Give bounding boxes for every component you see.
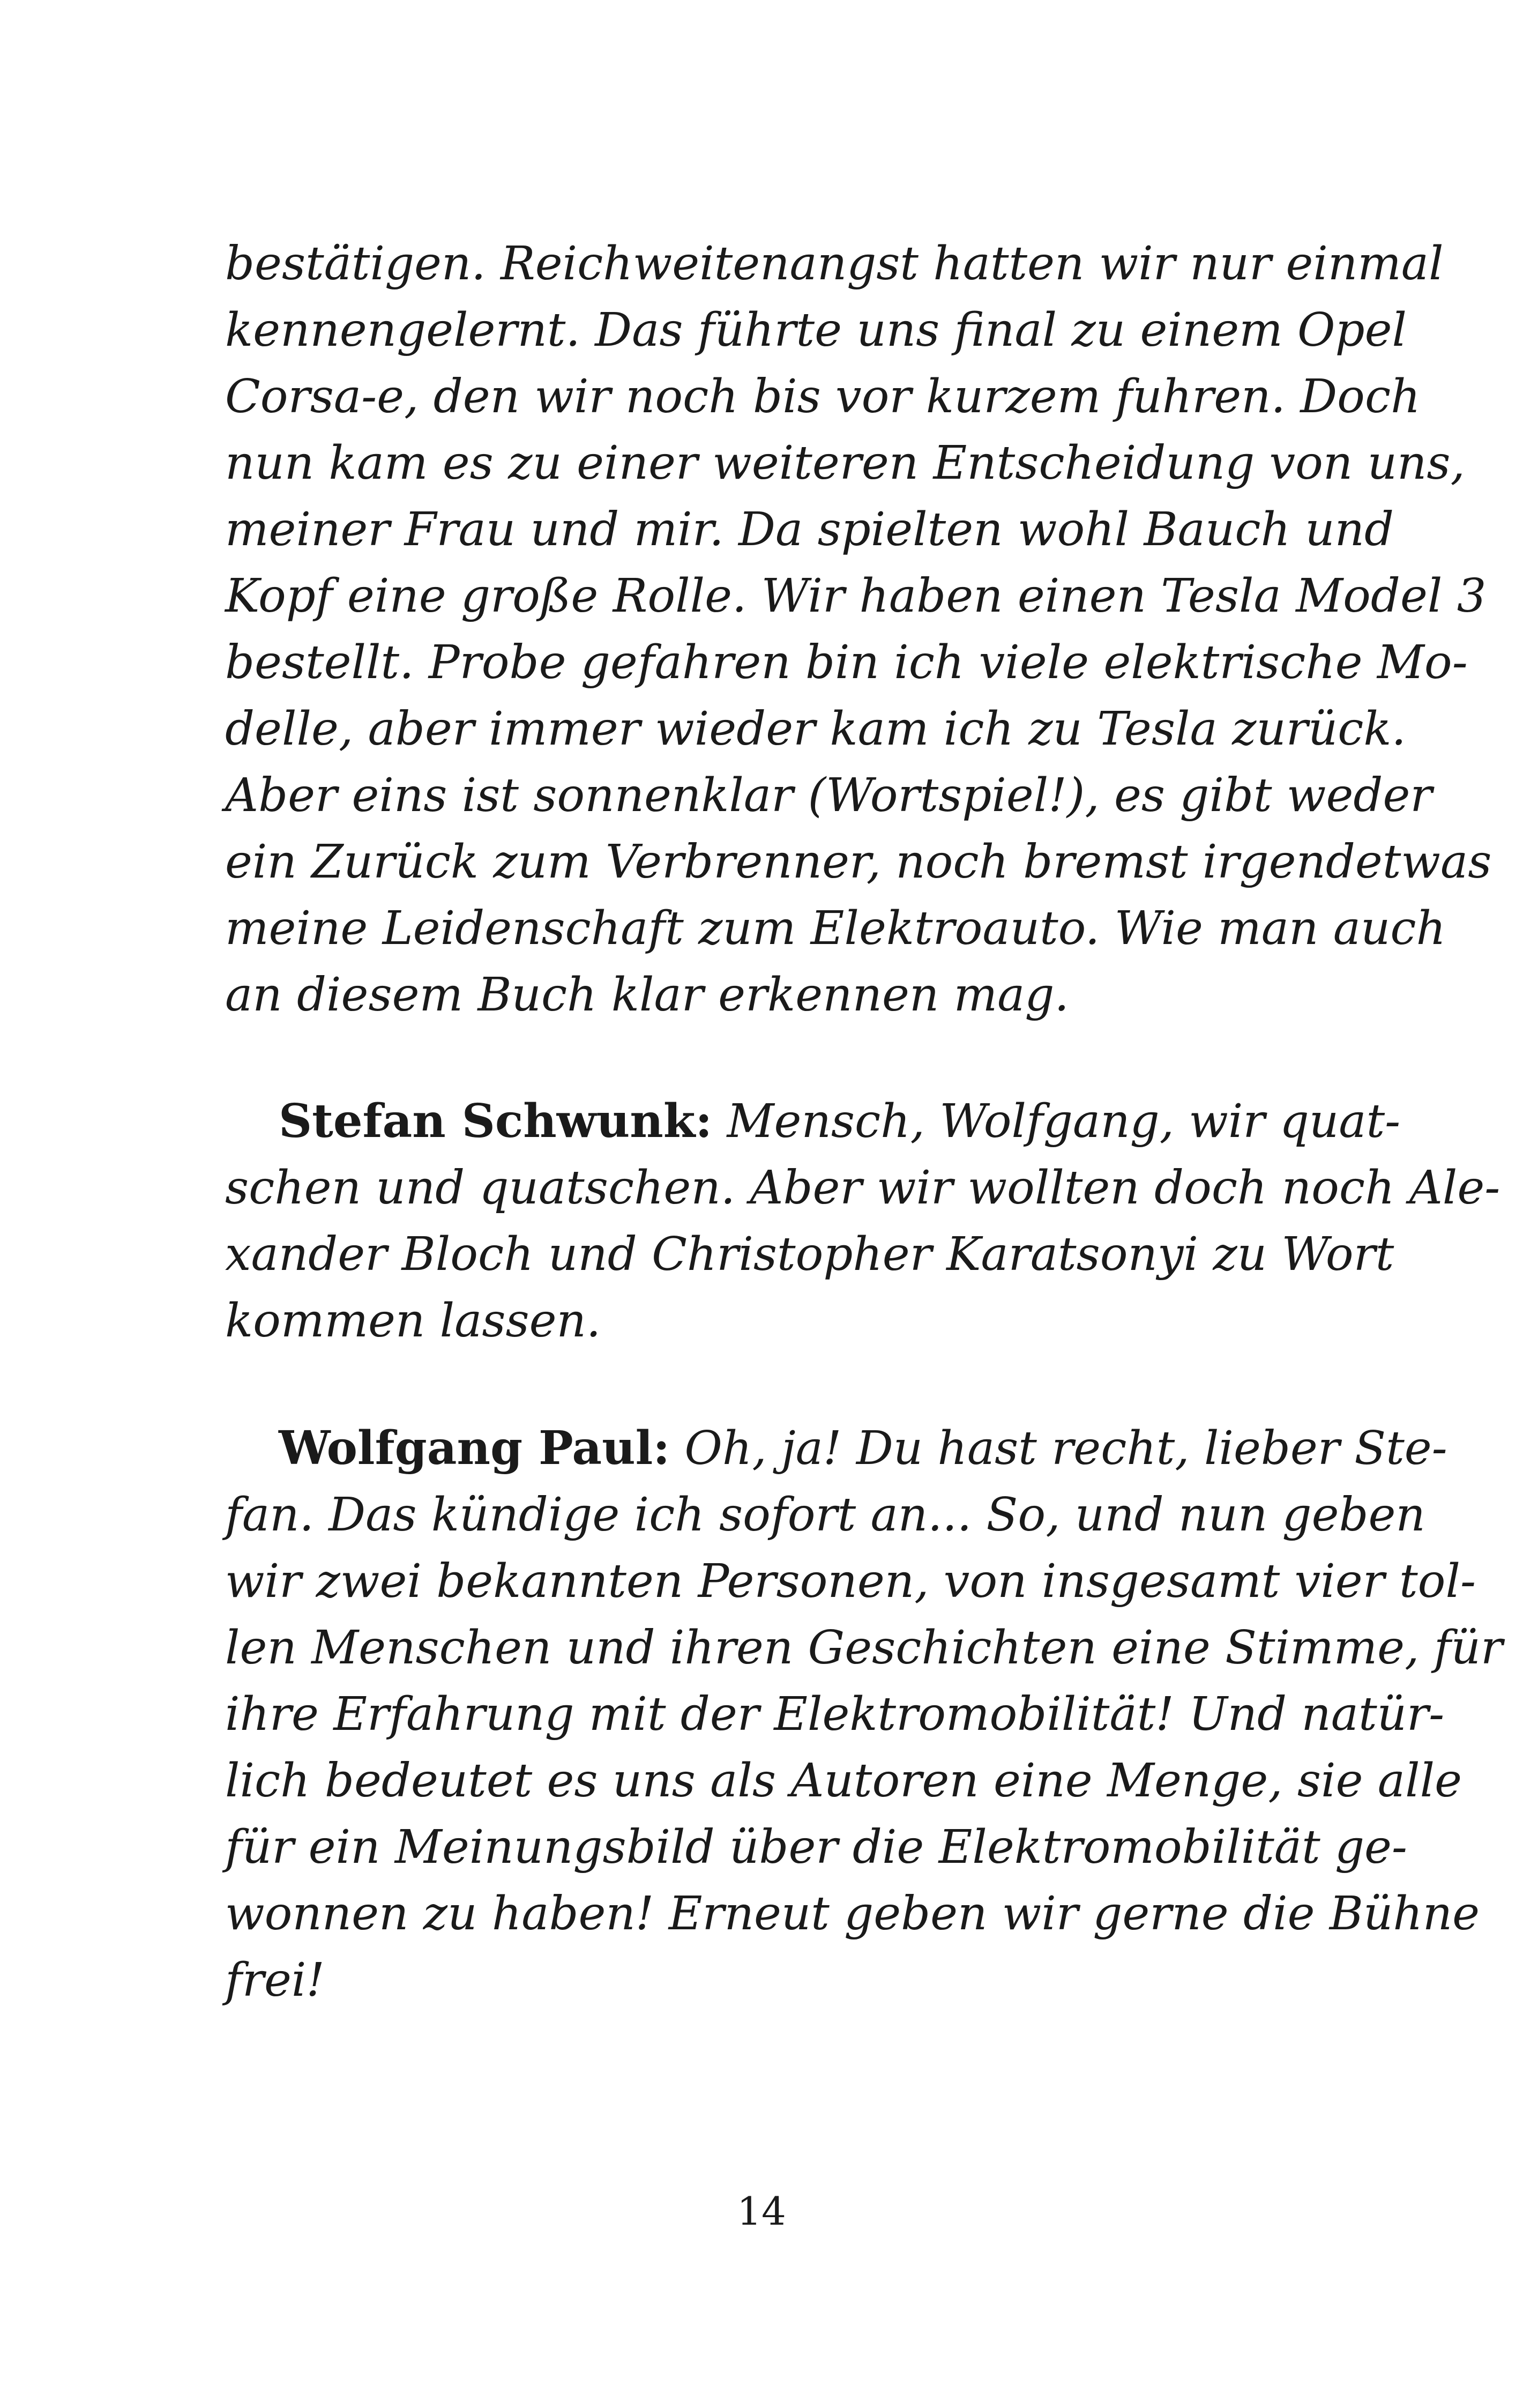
text-line: nun kam es zu einer weiteren Entscheidung von uns, (225, 436, 1465, 490)
speaker-name: Stefan Schwunk: (279, 1094, 713, 1148)
text-line: xander Bloch und Christopher Karatsonyi zu Wort (225, 1228, 1394, 1281)
speaker-name: Wolfgang Paul: (279, 1421, 670, 1475)
text-line: lich bedeutet es uns als Autoren eine Menge, sie alle (225, 1754, 1462, 1808)
text-line: len Menschen und ihren Geschichten eine Stimme, für (225, 1621, 1503, 1675)
text-line: meiner Frau und mir. Da spielten wohl Bauch und (225, 503, 1394, 556)
text-line: an diesem Buch klar erkennen mag. (225, 968, 1069, 1022)
text-line: delle, aber immer wieder kam ich zu Tesla zurück. (225, 702, 1406, 756)
text-line: schen und quatschen. Aber wir wollten doch noch Ale- (225, 1161, 1500, 1215)
text-line: meine Leidenschaft zum Elektroauto. Wie man auch (225, 902, 1446, 955)
text-line: kennengelernt. Das führte uns final zu einem Opel (225, 303, 1407, 357)
text-line (225, 1088, 1401, 1155)
text-line: wir zwei bekannten Personen, von insgesamt vier tol- (225, 1555, 1476, 1608)
text-line: wonnen zu haben! Erneut geben wir gerne die Bühne (225, 1887, 1480, 1941)
paragraph-narrative (225, 231, 1492, 1028)
paragraph-dialogue-wolfgang (225, 1415, 1503, 2013)
text-line: Kopf eine große Rolle. Wir haben einen Tesla Model 3 (225, 569, 1487, 623)
text-line: ihre Erfahrung mit der Elektromobilität! Und natür- (225, 1688, 1445, 1741)
text-line: bestätigen. Reichweitenangst hatten wir nur einmal (225, 237, 1444, 291)
text-line (225, 1415, 1447, 1482)
text-line: frei! (225, 1953, 325, 2007)
dialogue-text: Mensch, Wolfgang, wir quat- (727, 1095, 1401, 1148)
text-line: Corsa-e, den wir noch bis vor kurzem fuhren. Doch (225, 370, 1421, 423)
text-line: kommen lassen. (225, 1294, 601, 1348)
paragraph-dialogue-stefan (225, 1088, 1500, 1354)
dialogue-text: Oh, ja! Du hast recht, lieber Ste- (684, 1422, 1447, 1475)
page-number: 14 (737, 2189, 786, 2234)
text-line: Aber eins ist sonnenklar (Wortspiel!), es gibt weder (225, 769, 1432, 822)
text-line: fan. Das kündige ich sofort an... So, und nun geben (225, 1488, 1425, 1542)
text-line: für ein Meinungsbild über die Elektromobilität ge- (225, 1820, 1407, 1874)
text-line: bestellt. Probe gefahren bin ich viele elektrische Mo- (225, 636, 1468, 689)
text-line: ein Zurück zum Verbrenner, noch bremst irgendetwas (225, 835, 1492, 889)
